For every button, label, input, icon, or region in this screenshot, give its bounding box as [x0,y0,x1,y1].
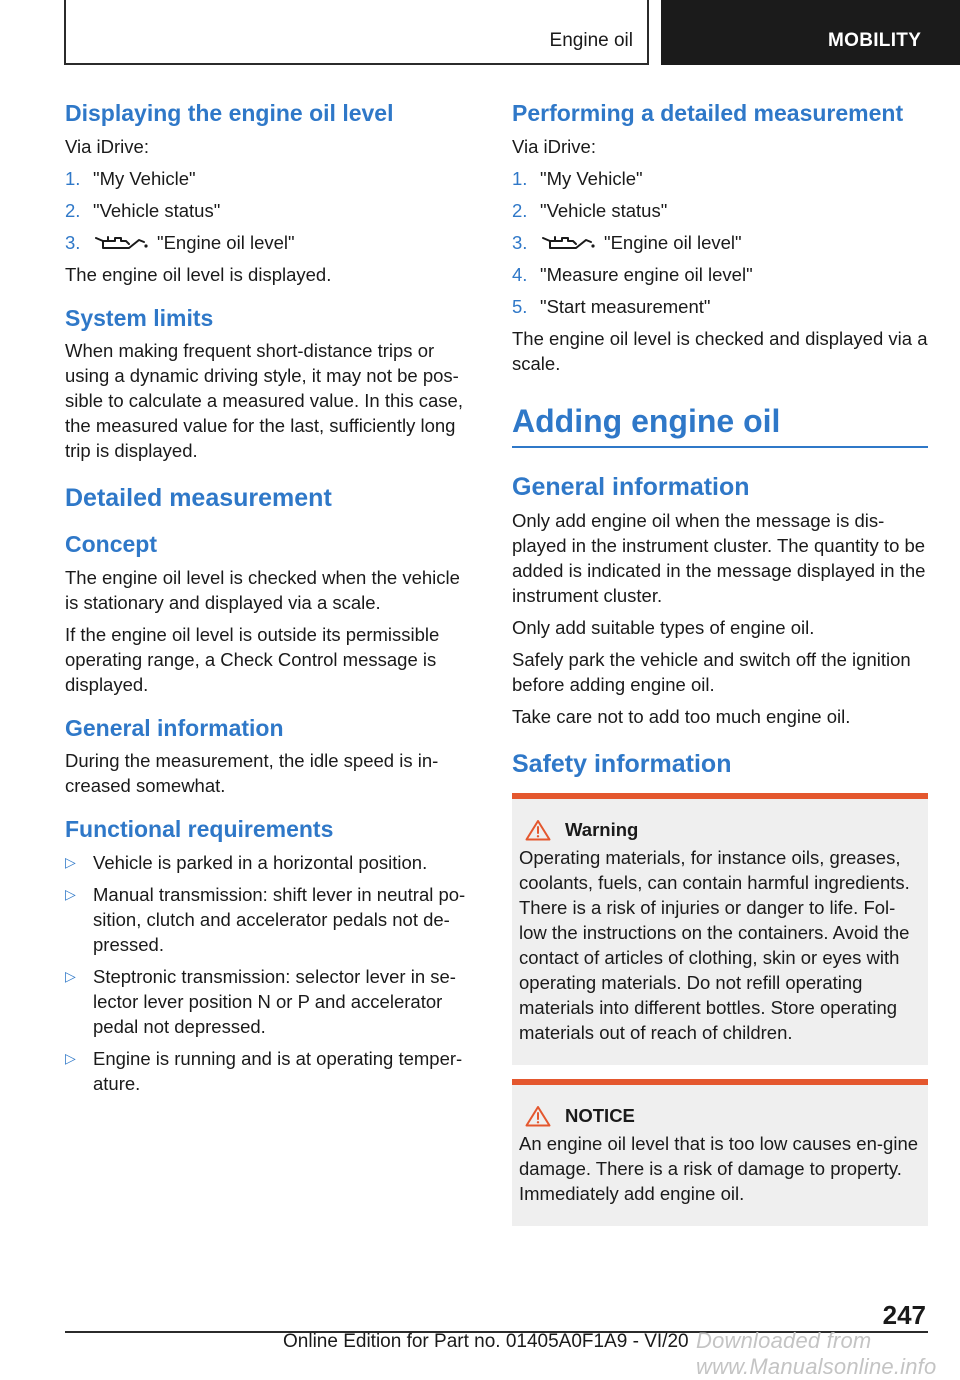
step-number: 3. [512,231,528,253]
list-item [65,198,477,223]
list-item [512,166,928,191]
watermark: Downloaded from www.Manualsonline.info [696,1328,937,1379]
general-text-1: Only add engine oil when the message is dis-played in the instrument cluster. The quantity to be added is indicated in the message displayed in the instrument cluster. [512,509,926,606]
triangle-bullet-icon: ▷ [65,967,76,984]
heading-displaying-oil-level: Displaying the engine oil level [65,100,394,126]
heading-performing-measurement: Performing a detailed measurement [512,100,904,126]
triangle-bullet-icon: ▷ [65,1049,76,1066]
step-number: 5. [512,295,528,317]
step-text: "My Vehicle" [93,167,196,189]
notice-label: NOTICE [565,1104,635,1126]
section-title: MOBILITY [828,30,922,51]
displaying-steps-list [65,166,477,255]
footer-edition: Online Edition for Part no. 01405A0F1A9 - VI/20 [283,1331,689,1352]
list-item [65,1046,477,1096]
step-number: 1. [512,167,528,189]
notice-text: An engine oil level that is too low causes en-gine damage. There is a risk of damage to property. Immediately add engine oil. [519,1132,919,1204]
warning-box [512,793,928,1065]
performing-steps-list [512,166,928,319]
system-limits-text: When making frequent short-distance trips or using a dynamic driving style, it may not be pos-sible to calculate a measured value. In this case, the measured value for the last, sufficiently long trip is displayed. [65,340,463,462]
step-text: "Engine oil level" [157,231,295,253]
step-number: 3. [65,231,81,253]
requirement-text: Steptronic transmission: selector lever in se-lector lever position N or P and accelerator pedal not depressed. [93,965,456,1037]
requirement-text: Vehicle is parked in a horizontal position. [93,851,428,873]
general-text-4: Take care not to add too much engine oil. [512,705,851,727]
list-item [65,850,477,875]
heading-general-information-left: General information [65,714,284,741]
oil-can-icon [540,233,596,251]
list-item [512,230,928,255]
list-item [512,198,928,223]
warning-text: Operating materials, for instance oils, greases, coolants, fuels, can contain harmful ingredients. There is a risk of injuries or danger to life. Fol-low the instructions on the containers. Avoid the contact of articles of clothing, skin or eyes with operating materials. Do not refill operating materials into different bottles. Store operating materials out of reach of children. [519,846,910,1043]
warning-triangle-icon [525,1105,551,1127]
concept-text-1: The engine oil level is checked when the vehicle is stationary and displayed via a scale. [65,566,460,613]
left-column [65,100,477,1103]
list-item [65,230,477,255]
warning-triangle-icon [525,819,551,841]
heading-general-information-right: General information [512,472,750,501]
step-text: "Engine oil level" [604,231,742,253]
general-text-2: Only add suitable types of engine oil. [512,616,815,638]
warning-header [519,819,920,841]
performing-result-text: The engine oil level is checked and displayed via a scale. [512,327,928,374]
step-number: 4. [512,263,528,285]
section-tab [661,0,960,65]
step-text: "Start measurement" [540,295,711,317]
page-number: 247 [882,1300,926,1330]
warning-label: Warning [565,818,639,840]
concept-text-2: If the engine oil level is outside its permissible operating range, a Check Control message is displayed. [65,623,440,695]
step-text: "My Vehicle" [540,167,643,189]
requirement-text: Manual transmission: shift lever in neutral po-sition, clutch and accelerator pedals not de-pressed. [93,883,466,955]
step-text: "Measure engine oil level" [540,263,753,285]
via-idrive-text: Via iDrive: [512,135,596,157]
heading-safety-information: Safety information [512,749,732,778]
general-text-3: Safely park the vehicle and switch off the ignition before adding engine oil. [512,648,911,695]
step-text: "Vehicle status" [93,199,221,221]
heading-concept: Concept [65,531,157,558]
notice-header [519,1105,920,1127]
oil-can-icon [93,233,149,251]
list-item [512,294,928,319]
list-item [65,882,477,957]
list-item [65,964,477,1039]
step-number: 1. [65,167,81,189]
requirements-list [65,850,477,1096]
general-information-text: During the measurement, the idle speed is in-creased somewhat. [65,750,439,797]
right-column [512,100,928,1240]
step-number: 2. [65,199,81,221]
triangle-bullet-icon: ▷ [65,853,76,870]
chapter-title: Engine oil [549,30,633,51]
list-item [512,262,928,287]
triangle-bullet-icon: ▷ [65,885,76,902]
displaying-result-text: The engine oil level is displayed. [65,263,332,285]
requirement-text: Engine is running and is at operating temper-ature. [93,1047,463,1094]
notice-box [512,1079,928,1226]
via-idrive-text: Via iDrive: [65,135,149,157]
heading-functional-requirements: Functional requirements [65,816,334,843]
header-chapter-box [64,0,649,65]
heading-detailed-measurement: Detailed measurement [65,484,332,513]
step-number: 2. [512,199,528,221]
heading-adding-engine-oil: Adding engine oil [512,402,928,448]
heading-system-limits: System limits [65,304,214,331]
step-text: "Vehicle status" [540,199,668,221]
list-item [65,166,477,191]
